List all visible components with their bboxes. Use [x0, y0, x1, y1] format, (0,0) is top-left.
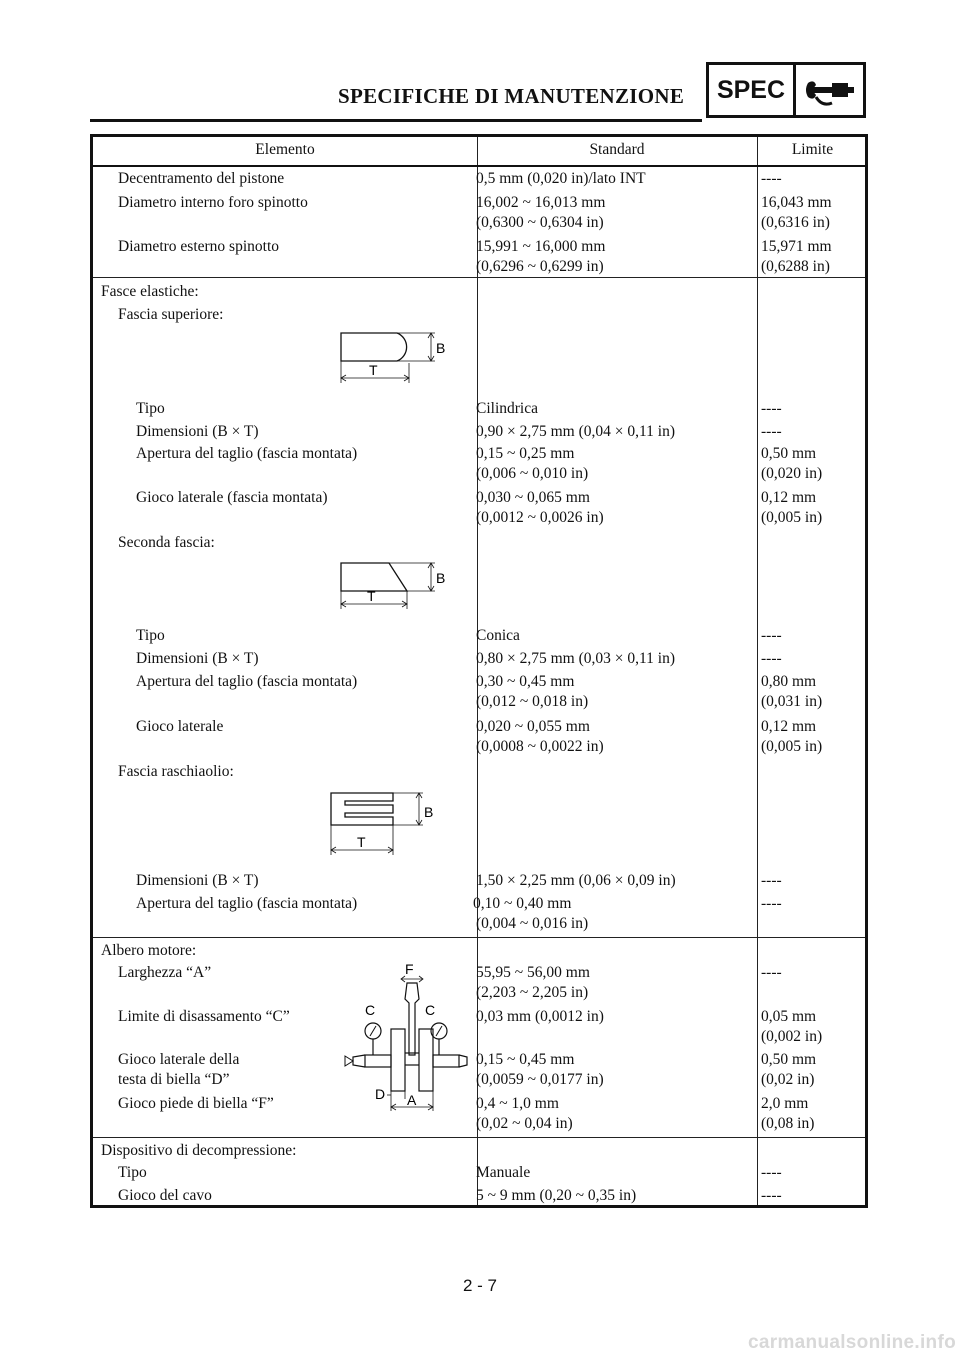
diagram-label-f: F — [405, 961, 414, 977]
row-divider — [93, 1137, 865, 1138]
oil-ring-diagram — [323, 787, 443, 859]
limit-value: (0,6316 in) — [761, 214, 830, 231]
subsection-title: Fascia superiore: — [118, 306, 224, 323]
page-title: SPECIFICHE DI MANUTENZIONE — [338, 84, 685, 108]
limit-value: (0,002 in) — [761, 1028, 823, 1045]
item-label: Dimensioni (B × T) — [136, 872, 259, 889]
limit-value: ---- — [761, 872, 782, 889]
limit-value: 0,12 mm — [761, 718, 817, 735]
row-divider — [93, 937, 865, 938]
item-label: Diametro esterno spinotto — [118, 238, 279, 255]
column-header-elemento: Elemento — [255, 141, 315, 158]
limit-value: ---- — [761, 650, 782, 667]
section-title: Fasce elastiche: — [101, 283, 199, 300]
limit-value: 0,50 mm — [761, 445, 817, 462]
standard-value: (0,6300 ~ 0,6304 in) — [476, 214, 604, 231]
item-label: Apertura del taglio (fascia montata) — [136, 673, 358, 690]
item-label: Apertura del taglio (fascia montata) — [136, 895, 358, 912]
item-label: Gioco laterale (fascia montata) — [136, 489, 328, 506]
spec-table — [90, 134, 868, 1208]
standard-value: (0,02 ~ 0,04 in) — [476, 1115, 573, 1132]
item-label: Larghezza “A” — [118, 964, 212, 981]
standard-value: 0,10 ~ 0,40 mm — [473, 895, 572, 912]
standard-value: 0,03 mm (0,0012 in) — [476, 1008, 604, 1025]
standard-value: (2,203 ~ 2,205 in) — [476, 984, 589, 1001]
limit-value: ---- — [761, 1164, 782, 1181]
standard-value: (0,012 ~ 0,018 in) — [476, 693, 589, 710]
limit-value: ---- — [761, 964, 782, 981]
limit-value: (0,02 in) — [761, 1071, 815, 1088]
standard-value: (0,6296 ~ 0,6299 in) — [476, 258, 604, 275]
limit-value: (0,005 in) — [761, 509, 823, 526]
item-label: Gioco laterale — [136, 718, 224, 735]
item-label: Gioco laterale della — [118, 1051, 240, 1068]
limit-value: ---- — [761, 170, 782, 187]
item-label: testa di biella “D” — [118, 1071, 230, 1088]
limit-value: ---- — [761, 627, 782, 644]
standard-value: (0,006 ~ 0,010 in) — [476, 465, 589, 482]
column-header-limite: Limite — [791, 141, 834, 158]
limit-value: ---- — [761, 895, 782, 912]
crankshaft-diagram — [343, 959, 469, 1111]
limit-value: 2,0 mm — [761, 1095, 809, 1112]
diagram-label-t: T — [367, 588, 376, 604]
watermark: carmanualsonline.info — [748, 1332, 956, 1353]
diagram-label-c-right: C — [425, 1002, 436, 1018]
diagram-label-t: T — [369, 362, 378, 378]
standard-value: 0,30 ~ 0,45 mm — [476, 673, 575, 690]
item-label: Limite di disassamento “C” — [118, 1008, 290, 1025]
column-header-standard: Standard — [589, 141, 645, 158]
limit-value: ---- — [761, 423, 782, 440]
item-label: Dimensioni (B × T) — [136, 650, 259, 667]
page-number: 2 - 7 — [462, 1276, 498, 1295]
limit-value: 0,50 mm — [761, 1051, 817, 1068]
header-rule — [90, 119, 702, 122]
limit-value: 16,043 mm — [761, 194, 832, 211]
subsection-title: Seconda fascia: — [118, 534, 215, 551]
diagram-label-b: B — [424, 804, 434, 820]
standard-value: 1,50 × 2,25 mm (0,06 × 0,09 in) — [476, 872, 676, 889]
diagram-label-b: B — [436, 570, 446, 586]
diagram-label-t: T — [357, 834, 366, 850]
standard-value: 0,80 × 2,75 mm (0,03 × 0,11 in) — [476, 650, 676, 667]
limit-value: (0,020 in) — [761, 465, 823, 482]
top-ring-diagram — [331, 327, 451, 387]
wrench-icon — [796, 65, 863, 115]
standard-value: (0,0008 ~ 0,0022 in) — [476, 738, 604, 755]
standard-value: 5 ~ 9 mm (0,20 ~ 0,35 in) — [476, 1187, 637, 1204]
limit-value: 15,971 mm — [761, 238, 832, 255]
standard-value: 0,90 × 2,75 mm (0,04 × 0,11 in) — [476, 423, 676, 440]
limit-value: (0,005 in) — [761, 738, 823, 755]
limit-value: 0,80 mm — [761, 673, 817, 690]
standard-value: (0,0059 ~ 0,0177 in) — [476, 1071, 604, 1088]
diagram-label-d: D — [375, 1086, 386, 1102]
section-title: Albero motore: — [101, 942, 197, 959]
item-label: Gioco del cavo — [118, 1187, 212, 1204]
diagram-label-b: B — [436, 340, 446, 356]
item-label: Tipo — [136, 400, 165, 417]
limit-value: (0,031 in) — [761, 693, 823, 710]
standard-value: Conica — [476, 627, 520, 644]
row-divider — [93, 277, 865, 278]
limit-value: ---- — [761, 1187, 782, 1204]
item-label: Decentramento del pistone — [118, 170, 285, 187]
standard-value: 55,95 ~ 56,00 mm — [476, 964, 590, 981]
limit-value: 0,12 mm — [761, 489, 817, 506]
limit-value: (0,6288 in) — [761, 258, 830, 275]
diagram-label-a: A — [407, 1092, 417, 1108]
subsection-title: Fascia raschiaolio: — [118, 763, 234, 780]
limit-value: (0,08 in) — [761, 1115, 815, 1132]
section-title: Dispositivo di decompressione: — [101, 1142, 297, 1159]
standard-value: (0,004 ~ 0,016 in) — [476, 915, 589, 932]
standard-value: (0,0012 ~ 0,0026 in) — [476, 509, 604, 526]
item-label: Tipo — [118, 1164, 147, 1181]
standard-value: 0,5 mm (0,020 in)/lato INT — [476, 170, 646, 187]
standard-value: 0,15 ~ 0,25 mm — [476, 445, 575, 462]
standard-value: 15,991 ~ 16,000 mm — [476, 238, 606, 255]
spec-badge-label: SPEC — [709, 65, 796, 115]
diagram-label-c-left: C — [365, 1002, 376, 1018]
standard-value: Cilindrica — [476, 400, 538, 417]
standard-value: Manuale — [476, 1164, 531, 1181]
item-label: Gioco piede di biella “F” — [118, 1095, 274, 1112]
standard-value: 0,15 ~ 0,45 mm — [476, 1051, 575, 1068]
item-label: Diametro interno foro spinotto — [118, 194, 308, 211]
standard-value: 0,4 ~ 1,0 mm — [476, 1095, 559, 1112]
column-divider — [757, 137, 758, 1205]
item-label: Apertura del taglio (fascia montata) — [136, 445, 358, 462]
item-label: Dimensioni (B × T) — [136, 423, 259, 440]
standard-value: 0,030 ~ 0,065 mm — [476, 489, 590, 506]
second-ring-diagram — [331, 557, 451, 613]
spec-badge — [706, 62, 866, 118]
header-divider — [93, 165, 865, 167]
limit-value: 0,05 mm — [761, 1008, 817, 1025]
standard-value: 16,002 ~ 16,013 mm — [476, 194, 606, 211]
item-label: Tipo — [136, 627, 165, 644]
limit-value: ---- — [761, 400, 782, 417]
standard-value: 0,020 ~ 0,055 mm — [476, 718, 590, 735]
